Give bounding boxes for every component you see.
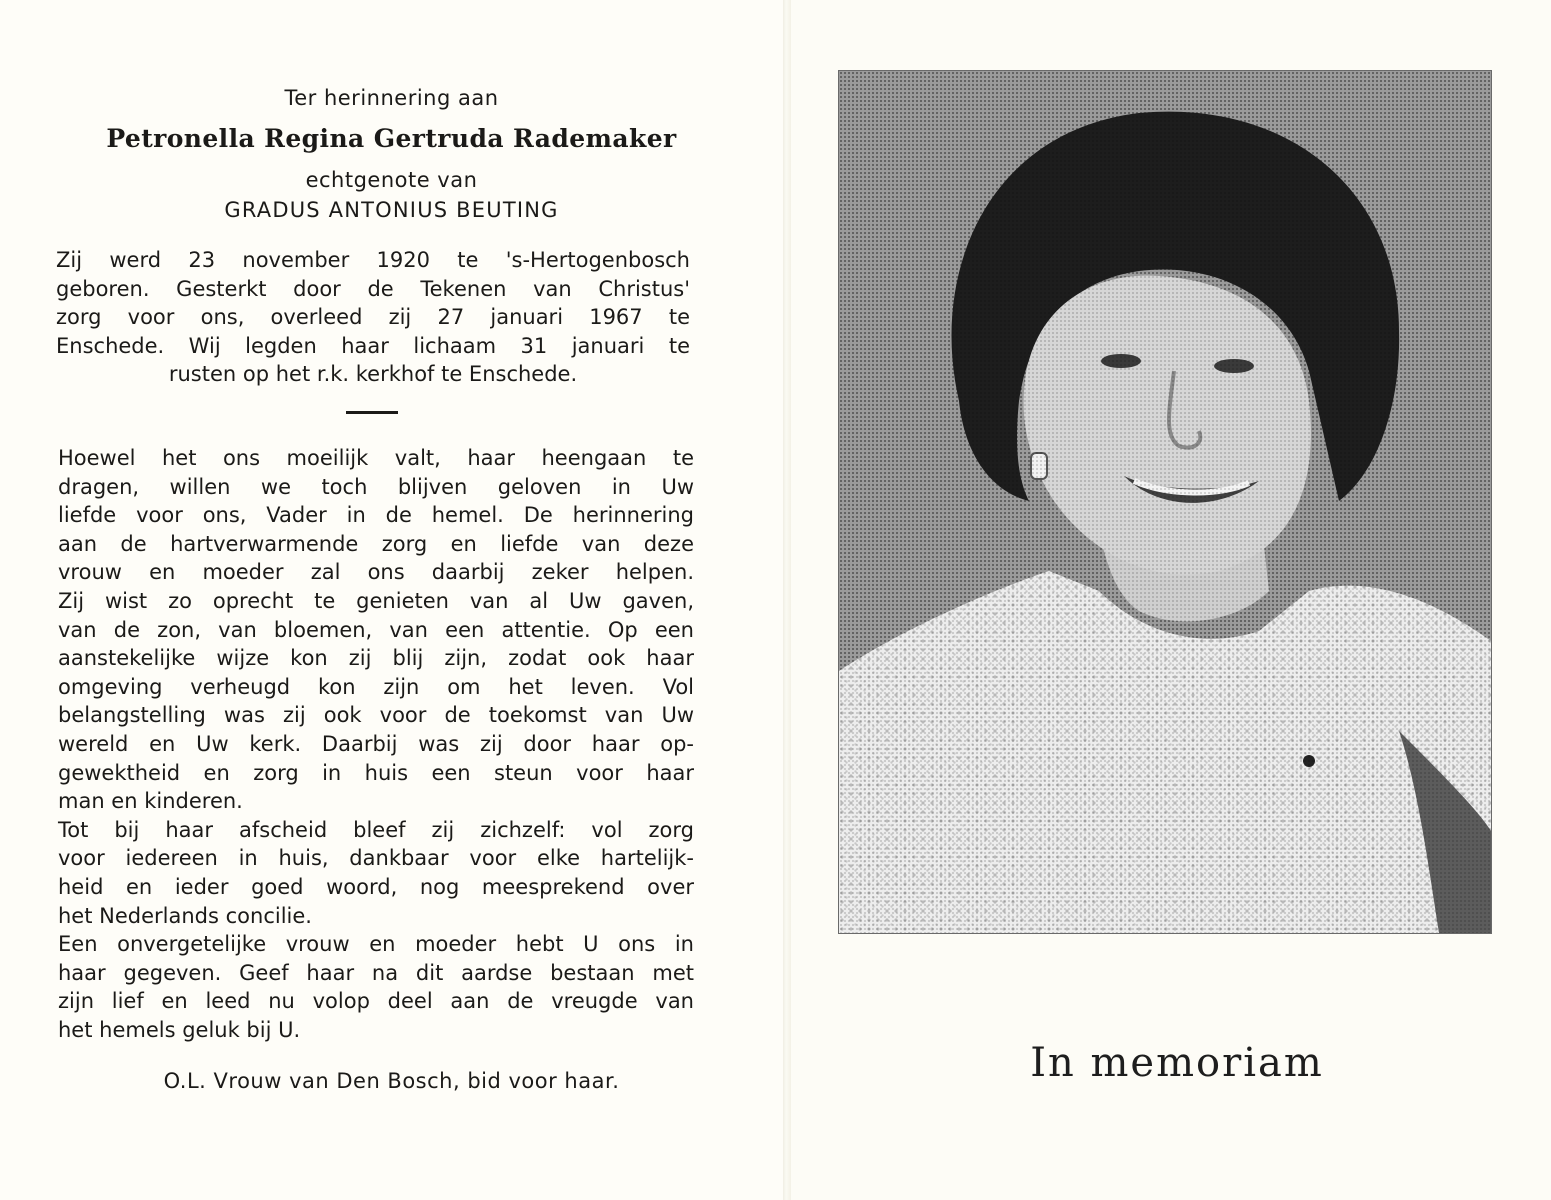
in-memoriam-title: In memoriam xyxy=(1030,1040,1324,1086)
bio-line: geboren. Gesterkt door de Tekenen van Christus' xyxy=(56,276,690,301)
portrait-photo xyxy=(838,70,1492,934)
text-line: omgeving verheugd kon zijn om het leven. Vol xyxy=(58,674,694,699)
text-line: aan de hartverwarmende zorg en liefde van deze xyxy=(58,531,694,556)
spouse-intro: echtgenote van xyxy=(305,168,478,192)
text-line: Hoewel het ons moeilijk valt, haar heengaan te xyxy=(58,446,694,470)
text-line: dragen, willen we toch blijven geloven in Uw xyxy=(58,474,694,499)
intro-line: Ter herinnering aan xyxy=(284,86,499,110)
text-line: van de zon, van bloemen, van een attentie. Op een xyxy=(58,617,694,642)
bio-line: zorg voor ons, overleed zij 27 januari 1967 te xyxy=(56,305,690,330)
text-line: wereld en Uw kerk. Daarbij was zij door haar op- xyxy=(58,731,694,756)
bio-line: Zij werd 23 november 1920 te 's-Hertogenbosch xyxy=(56,248,690,272)
spouse-name: GRADUS ANTONIUS BEUTING xyxy=(224,198,559,222)
text-line: voor iedereen in huis, dankbaar voor elke hartelijk- xyxy=(58,846,694,871)
biography xyxy=(56,246,690,389)
card-fold xyxy=(783,0,791,1200)
text-line: Tot bij haar afscheid bleef zij zichzelf: vol zorg xyxy=(58,817,694,842)
closing-prayer: O.L. Vrouw van Den Bosch, bid voor haar. xyxy=(163,1069,620,1093)
memorial-text xyxy=(58,444,694,1044)
text-line: liefde voor ons, Vader in de hemel. De herinnering xyxy=(58,503,694,528)
text-line: het Nederlands concilie. xyxy=(58,903,312,928)
text-line: Een onvergetelijke vrouw en moeder hebt U ons in xyxy=(58,932,694,957)
text-line: man en kinderen. xyxy=(58,789,243,814)
portrait-illustration xyxy=(839,71,1491,933)
bio-line: Enschede. Wij legden haar lichaam 31 januari te xyxy=(56,333,690,358)
divider xyxy=(346,411,398,414)
text-line: gewektheid en zorg in huis een steun voor haar xyxy=(58,760,694,785)
text-line: zijn lief en leed nu volop deel aan de vreugde van xyxy=(58,989,694,1014)
text-line: Zij wist zo oprecht te genieten van al Uw gaven, xyxy=(58,588,694,613)
text-line: haar gegeven. Geef haar na dit aardse bestaan met xyxy=(58,960,694,985)
text-line: vrouw en moeder zal ons daarbij zeker helpen. xyxy=(58,560,694,585)
bio-line: rusten op het r.k. kerkhof te Enschede. xyxy=(168,362,578,387)
deceased-name: Petronella Regina Gertruda Rademaker xyxy=(106,124,677,153)
text-line: het hemels geluk bij U. xyxy=(58,1017,301,1042)
text-line: aanstekelijke wijze kon zij blij zijn, zodat ook haar xyxy=(58,646,694,671)
text-line: belangstelling was zij ook voor de toekomst van Uw xyxy=(58,703,694,728)
text-line: heid en ieder goed woord, nog meesprekend over xyxy=(58,874,694,899)
